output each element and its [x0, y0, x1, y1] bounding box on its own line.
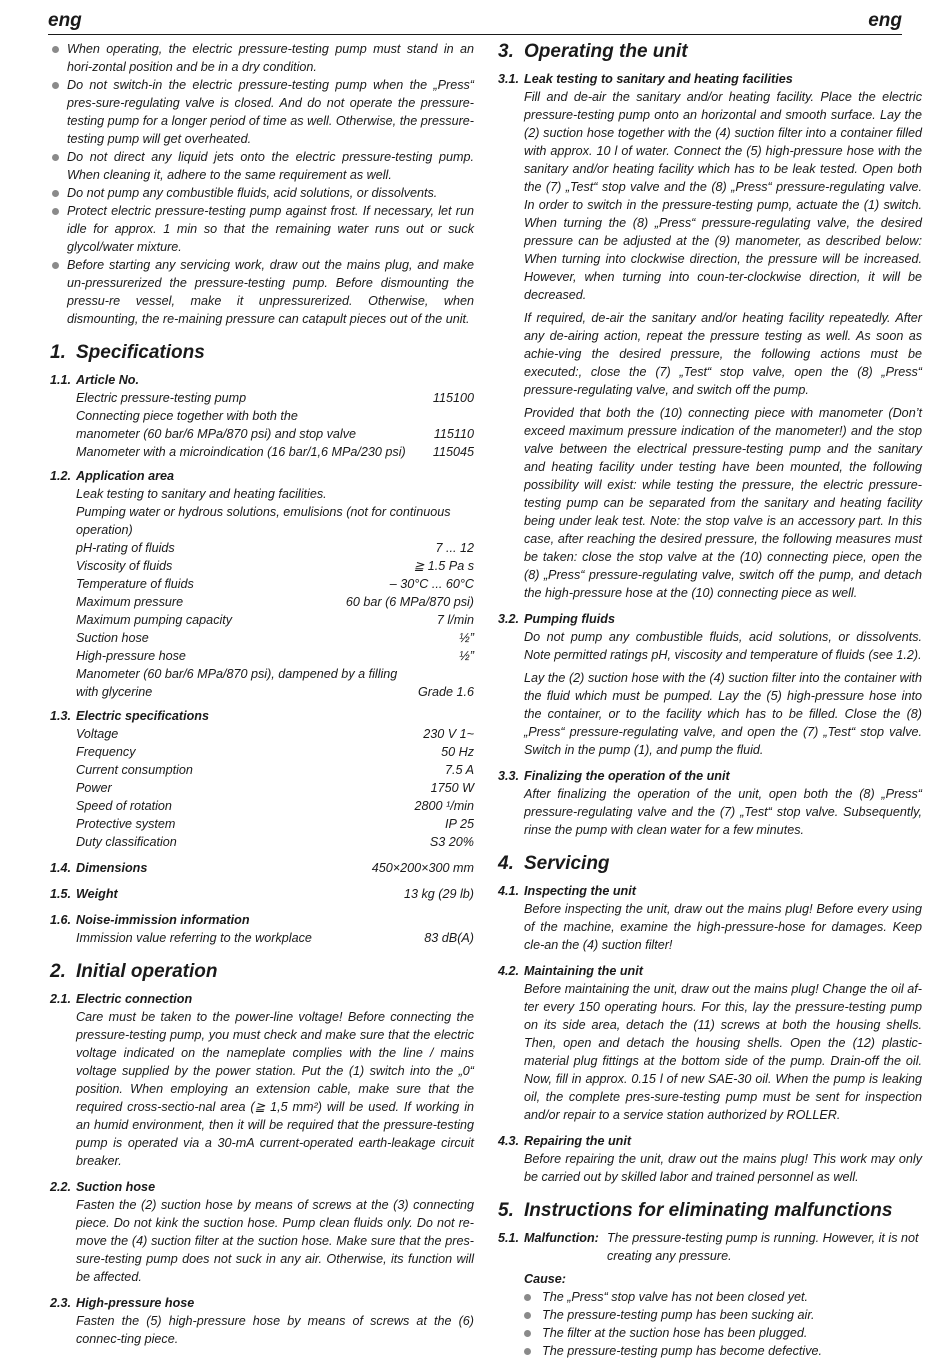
spec-label: pH-rating of fluids [76, 541, 175, 555]
subsection-heading [50, 467, 474, 485]
section-title: Instructions for eliminating malfunctions [524, 1200, 893, 1221]
spec-value: 115100 [432, 391, 474, 405]
spec-value: 115110 [433, 427, 474, 441]
subsection-title: Suction hose [76, 1180, 156, 1194]
subsection-number: 4.1. [498, 884, 520, 898]
spec-value: 13 kg (29 lb) [403, 887, 474, 901]
subsection-heading [50, 371, 474, 389]
subsection-heading [498, 882, 922, 900]
spec-row [50, 797, 474, 815]
spec-value: 2800 ¹/min [414, 799, 474, 813]
spec-row [50, 539, 474, 557]
spec-label: Immission value referring to the workplace [76, 931, 312, 945]
subsection-number: 2.2. [50, 1180, 72, 1194]
spec-value: ½” [459, 631, 474, 645]
subsection-number: 1.4. [50, 861, 72, 875]
subsection-title: Noise-immission information [76, 913, 250, 927]
spec-row [50, 761, 474, 779]
subsection-heading [50, 1294, 474, 1312]
paragraph: Care must be taken to the power-line voltage! Before connecting the pressure-testing pump, you must check and make sure that the electric voltage indicated on the nameplate complies with the line / mains voltage supplied by the power station. Put the (1) switch into the „0“ position. When employing an extension cable, make sure that the required cross-sectio-nal area (≧ 1,5 mm²) will be used. If working in an humid environment, then it will be required that the pressure-testing pump is operated via a 30-mA current-operated earth-leakage circuit breaker. [76, 1010, 474, 1168]
subsection-number: 3.1. [498, 72, 520, 86]
subsection-title: Maintaining the unit [524, 964, 643, 978]
spec-value: 7.5 A [445, 763, 474, 777]
paragraph: Fill and de-air the sanitary and/or heating facility. Place the electric pressure-testing pump onto an horizontal and smooth surface. Lay the (2) suction hose together with the (4) suction filter into a container filled with approx. 10 l of water. Connect the (5) high-pressure hose with the sanitary and/or heating facility which has to be leak tested. Open both the (7) „Test“ stop valve and the (8) „Press“ pressure-regulating valve. In order to switch in the pressure-testing pump, actuate the (1) switch. When turning the (8) „Press“ pressure-regulating valve, the desired pressure can be adjusted at the (9) manometer, as described below: When turning into clockwise direction, the pressure will be increased. However, when turning into coun-ter-clockwise direction, it will be decreased. [524, 90, 922, 302]
spec-row [50, 389, 474, 407]
cause-item: The „Press“ stop valve has not been closed yet. [498, 1288, 922, 1306]
header-lang-right: eng [868, 10, 902, 31]
subsection-number: 2.1. [50, 992, 72, 1006]
spec-row [50, 833, 474, 851]
subsection-title: Weight [76, 887, 118, 901]
spec-label: Manometer with a microindication (16 bar/1,6 MPa/230 psi) [76, 445, 406, 459]
safety-bullets [50, 40, 474, 328]
spec-label: Voltage [76, 727, 119, 741]
section-title: Servicing [524, 853, 610, 874]
subsection-number: 1.6. [50, 913, 72, 927]
section-number: 1. [50, 342, 66, 363]
spec-value: 7 l/min [436, 613, 474, 627]
spec-label: manometer (60 bar/6 MPa/870 psi) and stop valve [76, 427, 357, 441]
section-number: 3. [498, 41, 514, 62]
spec-row [50, 593, 474, 611]
subsection-title: Article No. [76, 373, 139, 387]
spec-value: 450×200×300 mm [371, 861, 474, 875]
spec-value: 1750 W [430, 781, 474, 795]
spec-value: 60 bar (6 MPa/870 psi) [345, 595, 474, 609]
subsection-number: 1.2. [50, 469, 72, 483]
section-heading-operating [498, 40, 922, 64]
spec-row [50, 743, 474, 761]
cause-label: Cause: [524, 1272, 566, 1286]
spec-label: Speed of rotation [76, 799, 172, 813]
spec-row [50, 425, 474, 443]
paragraph: Before maintaining the unit, draw out the mains plug! Change the oil af-ter every 150 operating hours. For this, lay the pressure-testing pump on its side area, detach the (11) screws at both the housing shells. Then, open and detach the housing shells. Open the (12) plastic-material plug fittings at the bottom side of the pump. Drain-off the oil. Now, fill in approx. 0.15 l of new SAE-30 oil. When the pump is leaking oil, the complete pres-sure-testing pump must be sent for inspection and/or repair to a service station authorized by ROLLER. [524, 982, 922, 1122]
subsection-number: 3.2. [498, 612, 520, 626]
spec-label: Protective system [76, 817, 176, 831]
subsection-heading [50, 911, 474, 929]
spec-value: 83 dB(A) [424, 931, 474, 945]
section-title: Specifications [76, 342, 205, 363]
subsection-title: Application area [76, 469, 174, 483]
paragraph: Fasten the (5) high-pressure hose by means of screws at the (6) connec-ting piece. [76, 1314, 474, 1346]
spec-label: Temperature of fluids [76, 577, 194, 591]
cause-item: The pressure-testing pump has been sucking air. [498, 1306, 922, 1324]
paragraph: Lay the (2) suction hose with the (4) suction filter into the container with the fluid which must be pumped. Lay the (5) high-pressure hose into the container, or to the facility which has to be filled. Close the (8) „Press“ pressure-regulating valve, and open the (7) „Test“ stop valve. Switch in the pump (1), and pump the fluid. [524, 671, 922, 757]
spec-label: Viscosity of fluids [76, 559, 173, 573]
spec-label: High-pressure hose [76, 649, 186, 663]
subsection-title: Finalizing the operation of the unit [524, 769, 730, 783]
subsection-title: Inspecting the unit [524, 884, 636, 898]
spec-row [50, 647, 474, 665]
subsection-title: Dimensions [76, 861, 148, 875]
subsection-heading [498, 70, 922, 88]
spec-label: Duty classification [76, 835, 177, 849]
spec-value: Grade 1.6 [417, 685, 474, 699]
subsection-heading [498, 1132, 922, 1150]
spec-row [50, 557, 474, 575]
bullet-item: Protect electric pressure-testing pump against frost. If necessary, let run idle for approx. 1 min so that the remaining water runs out or suck glycol/water mixture. [50, 202, 474, 256]
cause-item: The pressure-testing pump has become defective. [498, 1342, 922, 1360]
spec-label: Maximum pumping capacity [76, 613, 233, 627]
spec-label: Current consumption [76, 763, 193, 777]
malfunction-row [498, 1229, 922, 1265]
spec-label: with glycerine [76, 685, 153, 699]
paragraph: Fasten the (2) suction hose by means of screws at the (3) connecting piece. Do not kink the suction hose. Pump clean fluids only. Do not re-move the (4) suction filter at the suction hose. Make sure that the pres-sure-testing pump does not suck in any air. Otherwise, its function will be affected. [76, 1198, 474, 1284]
subsection-title: Pumping fluids [524, 612, 615, 626]
paragraph: Before repairing the unit, draw out the mains plug! This work may only be carried out by skilled labor and trained personnel as well. [524, 1152, 922, 1184]
spec-row [50, 443, 474, 461]
paragraph: Before inspecting the unit, draw out the mains plug! Before every using of the machine, examine the high-pressure-hose for damages. Keep cle-an the (4) suction filter! [524, 902, 922, 952]
spec-label: Maximum pressure [76, 595, 184, 609]
spec-label: Frequency [76, 745, 136, 759]
spec-row [50, 611, 474, 629]
spec-label: Power [76, 781, 112, 795]
spec-heading-row [50, 885, 474, 903]
section-heading-specifications [50, 341, 474, 365]
subsection-number: 4.3. [498, 1134, 520, 1148]
section-number: 5. [498, 1200, 514, 1221]
page-header [48, 10, 902, 35]
spec-row [50, 929, 474, 947]
spec-row [50, 575, 474, 593]
spec-row [50, 725, 474, 743]
right-column [498, 40, 922, 1360]
spec-heading-row [50, 859, 474, 877]
subsection-heading [498, 767, 922, 785]
spec-row [50, 779, 474, 797]
spec-row [50, 665, 474, 683]
section-title: Initial operation [76, 961, 218, 982]
spec-value: ≧ 1.5 Pa s [413, 559, 474, 573]
spec-row [50, 815, 474, 833]
subsection-number: 3.3. [498, 769, 520, 783]
spec-label: Manometer (60 bar/6 MPa/870 psi), dampened by a filling [76, 667, 398, 681]
subsection-heading [50, 1178, 474, 1196]
subsection-heading [498, 610, 922, 628]
section-number: 4. [498, 853, 514, 874]
bullet-item: Before starting any servicing work, draw out the mains plug, and make un-pressurerized the pressure-testing pump. Before dismounting the pressu-re vessel, make it unpressurerized. Otherwise, when dismounting, the re-maining pressure can catapult pieces out of the unit. [50, 256, 474, 328]
spec-row [50, 407, 474, 425]
subsection-heading [50, 707, 474, 725]
paragraph: Leak testing to sanitary and heating facilities. [76, 487, 327, 501]
spec-value: 115045 [432, 445, 474, 459]
spec-label: Electric pressure-testing pump [76, 391, 247, 405]
malfunction-label: Malfunction: [524, 1231, 599, 1245]
subsection-number: 4.2. [498, 964, 520, 978]
spec-row [50, 683, 474, 701]
section-heading-servicing [498, 852, 922, 876]
paragraph: Do not pump any combustible fluids, acid solutions, or dissolvents. Note permitted ratings pH, viscosity and temperature of fluids (see 1.2). [524, 630, 922, 662]
subsection-number: 2.3. [50, 1296, 72, 1310]
paragraph: Pumping water or hydrous solutions, emulisions (not for continuous operation) [76, 505, 451, 537]
bullet-item: When operating, the electric pressure-testing pump must stand in an hori-zontal position and be in a dry condition. [50, 40, 474, 76]
spec-value: IP 25 [445, 817, 474, 831]
bullet-item: Do not direct any liquid jets onto the electric pressure-testing pump. When cleaning it, adhere to the same requirement as well. [50, 148, 474, 184]
section-heading-malfunctions [498, 1199, 922, 1223]
subsection-title: Leak testing to sanitary and heating facilities [524, 72, 793, 86]
subsection-heading [50, 990, 474, 1008]
spec-label: Connecting piece together with both the [76, 409, 298, 423]
spec-value: ½” [459, 649, 474, 663]
subsection-number: 1.5. [50, 887, 72, 901]
spec-label: Suction hose [76, 631, 149, 645]
malfunction-text: The pressure-testing pump is running. However, it is not creating any pressure. [607, 1231, 919, 1263]
bullet-item: Do not switch-in the electric pressure-testing pump when the „Press“ pres-sure-regulating valve is closed. And do not operate the pressure-testing pump for a longer period of time as well. Otherwise, the pressure-testing pump will get overheated. [50, 76, 474, 148]
spec-value: 230 V 1~ [423, 727, 474, 741]
spec-value: S3 20% [429, 835, 474, 849]
section-heading-initial-operation [50, 960, 474, 984]
cause-item: The filter at the suction hose has been plugged. [498, 1324, 922, 1342]
header-lang-left: eng [48, 10, 82, 31]
subsection-title: Repairing the unit [524, 1134, 632, 1148]
section-number: 2. [50, 961, 66, 982]
paragraph: After finalizing the operation of the unit, open both the (8) „Press“ pressure-regulating valve and the (7) „Test“ stop valve. Subsequently, rinse the pump with clean water for a few minutes. [524, 787, 922, 837]
spec-row [50, 629, 474, 647]
bullet-item: Do not pump any combustible fluids, acid solutions, or dissolvents. [50, 184, 474, 202]
paragraph: Provided that both the (10) connecting piece with manometer (Don’t exceed maximum pressure indication of the manometer!) and the stop valve between the electrical pressure-testing pump and the sanitary and heating facility under testing have been mounted, the following possibility will exist: while testing the pressure, the electric pressure-testing pump can be separated from the sanitary and heating facility being under leak test. Note: the stop valve is an accessory part. In this case, after reaching the desired pressure, the following measures must be taken: close the stop valve at the (10) connecting piece, open the (8) „Press“ pressure-regulating valve, switch off the pump, and detach the high-pressure hose at the (10) connecting piece as well. [524, 406, 922, 600]
subsection-title: Electric connection [76, 992, 193, 1006]
left-column [50, 40, 474, 1348]
subsection-number: 5.1. [498, 1231, 520, 1245]
subsection-number: 1.3. [50, 709, 72, 723]
subsection-title: Electric specifications [76, 709, 209, 723]
section-title: Operating the unit [524, 41, 688, 62]
spec-value: – 30°C ... 60°C [389, 577, 474, 591]
subsection-heading [498, 962, 922, 980]
paragraph: If required, de-air the sanitary and/or heating facility repeatedly. After any de-airing action, repeat the pressure testing as well. As soon as achie-ving the desired pressure, the following actions must be executed:, close the (7) „Test“ stop valve, open the (8) „Press“ pressure-regulating valve, and switch off the pump. [524, 311, 922, 397]
subsection-number: 1.1. [50, 373, 72, 387]
spec-value: 50 Hz [441, 745, 474, 759]
subsection-title: High-pressure hose [76, 1296, 195, 1310]
spec-value: 7 ... 12 [435, 541, 474, 555]
